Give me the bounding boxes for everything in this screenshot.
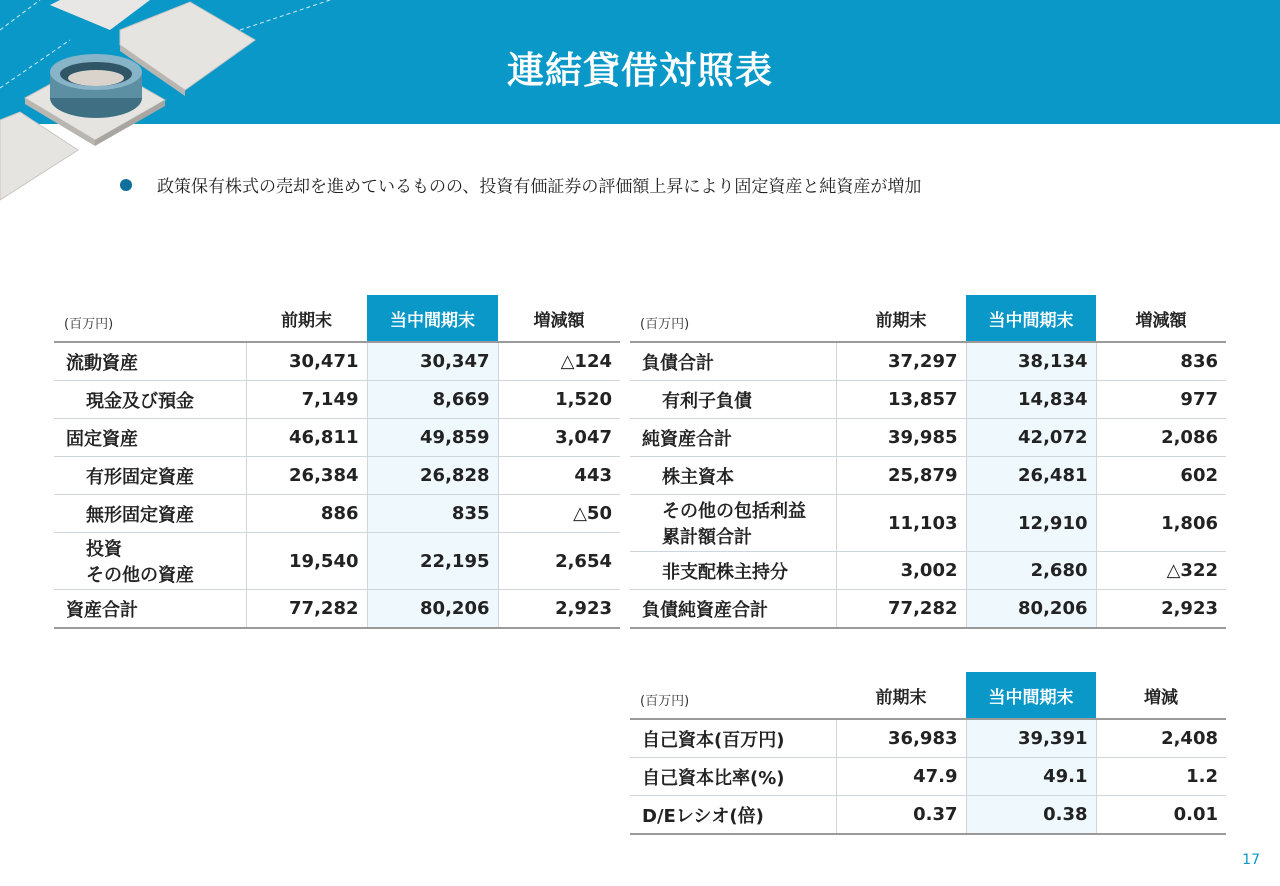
table-row	[630, 381, 1226, 419]
row-label-line2: 累計額合計	[662, 527, 752, 548]
cell-change: 2,654	[498, 533, 620, 590]
cell-current: 39,391	[966, 719, 1096, 758]
cell-current: 38,134	[966, 342, 1096, 381]
cell-change: 2,923	[498, 590, 620, 629]
table-row	[630, 419, 1226, 457]
cell-current: 80,206	[966, 590, 1096, 629]
cell-prev: 11,103	[836, 495, 966, 552]
row-label: 負債純資産合計	[630, 590, 836, 629]
bullet-dot-icon	[120, 179, 132, 191]
cell-current: 8,669	[367, 381, 498, 419]
table-header-row	[630, 295, 1226, 342]
table-row	[630, 457, 1226, 495]
col-prev-period: 前期末	[836, 295, 966, 342]
col-prev-period: 前期末	[246, 295, 367, 342]
row-label: 有利子負債	[630, 381, 836, 419]
unit-label: (百万円)	[54, 295, 246, 342]
row-label	[630, 495, 836, 552]
row-label: 株主資本	[630, 457, 836, 495]
cell-change: 3,047	[498, 419, 620, 457]
cell-prev: 19,540	[246, 533, 367, 590]
cell-change: 2,923	[1096, 590, 1226, 629]
cell-change: 977	[1096, 381, 1226, 419]
row-label: 現金及び預金	[54, 381, 246, 419]
table-row	[630, 590, 1226, 629]
table-header-row	[630, 672, 1226, 719]
cell-prev: 47.9	[836, 758, 966, 796]
unit-label: (百万円)	[630, 672, 836, 719]
table-row	[54, 590, 620, 629]
cell-current: 26,481	[966, 457, 1096, 495]
row-label-line1: その他の包括利益	[662, 501, 806, 522]
cell-change: 2,408	[1096, 719, 1226, 758]
row-label: 純資産合計	[630, 419, 836, 457]
page-title: 連結貸借対照表	[507, 49, 773, 92]
cell-prev: 77,282	[836, 590, 966, 629]
cell-prev: 39,985	[836, 419, 966, 457]
col-current-interim: 当中間期末	[966, 295, 1096, 342]
cell-current: 42,072	[966, 419, 1096, 457]
row-label: 流動資産	[54, 342, 246, 381]
table-row	[630, 719, 1226, 758]
cell-prev: 886	[246, 495, 367, 533]
cell-prev: 46,811	[246, 419, 367, 457]
cell-current: 30,347	[367, 342, 498, 381]
col-change: 増減額	[498, 295, 620, 342]
row-label	[54, 533, 246, 590]
table-row	[54, 533, 620, 590]
cell-prev: 7,149	[246, 381, 367, 419]
cell-current: 22,195	[367, 533, 498, 590]
table-row	[630, 796, 1226, 835]
row-label: 自己資本(百万円)	[630, 719, 836, 758]
table-row	[630, 758, 1226, 796]
col-change: 増減	[1096, 672, 1226, 719]
col-current-interim: 当中間期末	[367, 295, 498, 342]
cell-current: 80,206	[367, 590, 498, 629]
summary-text: 政策保有株式の売却を進めているものの、投資有価証券の評価額上昇により固定資産と純資産が増加	[157, 177, 922, 197]
table-row	[630, 495, 1226, 552]
row-label: 固定資産	[54, 419, 246, 457]
row-label-line2: その他の資産	[86, 565, 194, 586]
cell-current: 12,910	[966, 495, 1096, 552]
liabilities-table	[630, 295, 1226, 629]
cell-prev: 37,297	[836, 342, 966, 381]
cell-current: 2,680	[966, 552, 1096, 590]
row-label: 資産合計	[54, 590, 246, 629]
cell-current: 49.1	[966, 758, 1096, 796]
table-row	[630, 342, 1226, 381]
row-label: 非支配株主持分	[630, 552, 836, 590]
unit-label: (百万円)	[630, 295, 836, 342]
equity-ratio-table	[630, 672, 1226, 835]
table-row	[54, 381, 620, 419]
cell-change: 836	[1096, 342, 1226, 381]
cell-current: 0.38	[966, 796, 1096, 835]
cell-change: 1.2	[1096, 758, 1226, 796]
cell-current: 26,828	[367, 457, 498, 495]
cell-prev: 77,282	[246, 590, 367, 629]
table-row	[54, 495, 620, 533]
col-current-interim: 当中間期末	[966, 672, 1096, 719]
cell-current: 14,834	[966, 381, 1096, 419]
row-label: 有形固定資産	[54, 457, 246, 495]
cell-change: 1,520	[498, 381, 620, 419]
cell-change: 2,086	[1096, 419, 1226, 457]
cell-prev: 30,471	[246, 342, 367, 381]
cell-current: 835	[367, 495, 498, 533]
cell-prev: 13,857	[836, 381, 966, 419]
cell-change: 602	[1096, 457, 1226, 495]
cell-prev: 0.37	[836, 796, 966, 835]
cell-prev: 25,879	[836, 457, 966, 495]
table-row	[54, 419, 620, 457]
cell-change: 443	[498, 457, 620, 495]
page-number: 17	[1242, 852, 1260, 868]
table-row	[54, 342, 620, 381]
cell-change: △50	[498, 495, 620, 533]
cell-change: 1,806	[1096, 495, 1226, 552]
table-row	[630, 552, 1226, 590]
assets-table	[54, 295, 620, 629]
cell-change: △124	[498, 342, 620, 381]
summary-bullet	[120, 172, 921, 197]
col-change: 増減額	[1096, 295, 1226, 342]
cell-prev: 36,983	[836, 719, 966, 758]
row-label: 自己資本比率(%)	[630, 758, 836, 796]
row-label: 無形固定資産	[54, 495, 246, 533]
table-header-row	[54, 295, 620, 342]
row-label: 負債合計	[630, 342, 836, 381]
cell-current: 49,859	[367, 419, 498, 457]
row-label-line1: 投資	[86, 539, 122, 560]
cell-prev: 26,384	[246, 457, 367, 495]
cell-change: △322	[1096, 552, 1226, 590]
row-label: D/Eレシオ(倍)	[630, 796, 836, 835]
table-row	[54, 457, 620, 495]
cell-change: 0.01	[1096, 796, 1226, 835]
col-prev-period: 前期末	[836, 672, 966, 719]
cell-prev: 3,002	[836, 552, 966, 590]
